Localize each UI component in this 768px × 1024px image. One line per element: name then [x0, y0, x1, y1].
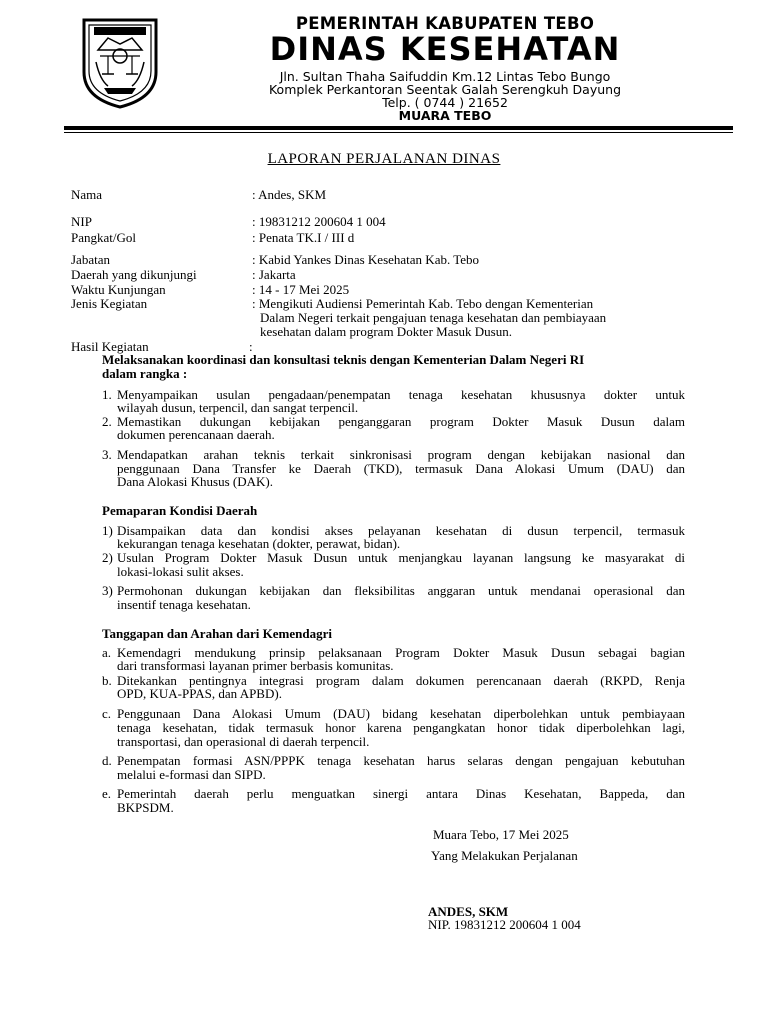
field-label-jenis: Jenis Kegiatan	[71, 296, 148, 311]
field-label-pangkat: Pangkat/Gol	[71, 230, 136, 245]
hasil-intro-line-2: dalam rangka :	[102, 366, 188, 381]
tanggapan-item-letter: b.	[102, 673, 112, 688]
hasil-item-text: Mendapatkan arahan teknis terkait sinkronisasi program dengan kebijakan nasional dan	[117, 447, 685, 462]
field-value-waktu: : 14 - 17 Mei 2025	[252, 282, 350, 297]
address-line-2: Komplek Perkantoran Seentak Galah Serengkuh Dayung	[268, 82, 622, 97]
field-value-jenis-1: : Mengikuti Audiensi Pemerintah Kab. Tebo dengan Kementerian	[252, 296, 594, 311]
tanggapan-item-text: tenaga kesehatan, tidak termasuk honor karena pengangkatan honor tidak diperbolehkan lagi,	[117, 720, 685, 735]
letterhead-divider-thin	[64, 132, 733, 133]
pemaparan-item-text: insentif tenaga kesehatan.	[117, 597, 251, 612]
field-label-waktu: Waktu Kunjungan	[71, 282, 166, 297]
field-value-jenis-2: Dalam Negeri terkait pengajuan tenaga kesehatan dan pembiayaan	[260, 310, 607, 325]
field-value-nama: : Andes, SKM	[252, 187, 327, 202]
hasil-item-text: Menyampaikan usulan pengadaan/penempatan tenaga kesehatan khususnya dokter untuk	[117, 387, 685, 402]
signature-role: Yang Melakukan Perjalanan	[431, 848, 578, 863]
tanggapan-item-letter: d.	[102, 753, 112, 768]
city-line: MUARA TEBO	[398, 108, 492, 123]
field-label-nama: Nama	[71, 187, 103, 202]
tanggapan-item-text: transportasi, dan operasional di daerah terpencil.	[117, 734, 370, 749]
tanggapan-item-text: Kemendagri mendukung prinsip pelaksanaan Program Dokter Masuk Dusun sebagai bagian	[117, 645, 685, 660]
tanggapan-item-letter: c.	[102, 706, 112, 721]
regency-logo	[78, 14, 162, 110]
pemaparan-item-text: lokasi-lokasi sulit akses.	[117, 564, 244, 579]
field-value-nip: : 19831212 200604 1 004	[252, 214, 386, 229]
tanggapan-item-text: dari transformasi layanan primer berbasis komunitas.	[117, 658, 394, 673]
hasil-item-text: penggunaan Dana Transfer ke Daerah (TKD), termasuk Dana Alokasi Umum (DAU) dan	[117, 461, 685, 476]
signatory-name: ANDES, SKM	[428, 904, 509, 919]
tanggapan-item-text: Penempatan formasi ASN/PPPK tenaga kesehatan harus selaras dengan pengajuan kebutuhan	[117, 753, 685, 768]
field-label-hasil: Hasil Kegiatan	[71, 339, 149, 354]
field-value-jenis-3: kesehatan dalam program Dokter Masuk Dusun.	[260, 324, 512, 339]
field-label-daerah: Daerah yang dikunjungi	[71, 267, 197, 282]
address-line-1: Jln. Sultan Thaha Saifuddin Km.12 Lintas Tebo Bungo	[279, 69, 611, 84]
tanggapan-heading: Tanggapan dan Arahan dari Kemendagri	[102, 626, 332, 641]
government-name: PEMERINTAH KABUPATEN TEBO	[295, 14, 595, 33]
signature-place-date: Muara Tebo, 17 Mei 2025	[433, 827, 569, 842]
phone-line: Telp. ( 0744 ) 21652	[382, 95, 508, 110]
pemaparan-item-text: Disampaikan data dan kondisi akses pelayanan kesehatan di dusun terpencil, termasuk	[117, 523, 685, 538]
hasil-item-number: 1.	[102, 387, 112, 402]
tanggapan-item-text: Penggunaan Dana Alokasi Umum (DAU) bidang kesehatan diperbolehkan untuk pembiayaan	[117, 706, 685, 721]
hasil-item-text: dokumen perencanaan daerah.	[117, 427, 275, 442]
field-label-jabatan: Jabatan	[71, 252, 110, 267]
tanggapan-item-letter: e.	[102, 786, 112, 801]
field-value-pangkat: : Penata TK.I / III d	[252, 230, 355, 245]
hasil-intro-line-1: Melaksanakan koordinasi dan konsultasi teknis dengan Kementerian Dalam Negeri RI	[102, 352, 585, 367]
tanggapan-item-text: Pemerintah daerah perlu menguatkan sinergi antara Dinas Kesehatan, Bappeda, dan	[117, 786, 685, 801]
pemaparan-item-text: kekurangan tenaga kesehatan (dokter, perawat, bidan).	[117, 536, 401, 551]
agency-name: DINAS KESEHATAN	[269, 30, 621, 68]
field-colon-hasil: :	[249, 339, 253, 354]
hasil-item-text: Dana Alokasi Khusus (DAK).	[117, 474, 273, 489]
pemaparan-item-text: Usulan Program Dokter Masuk Dusun untuk menjangkau layanan langsung ke masyarakat di	[117, 550, 685, 565]
pemaparan-item-number: 3)	[102, 583, 113, 598]
tanggapan-item-text: melalui e-formasi dan SIPD.	[117, 767, 266, 782]
hasil-item-number: 3.	[102, 447, 112, 462]
tanggapan-item-letter: a.	[102, 645, 112, 660]
tanggapan-item-text: OPD, KUA-PPAS, dan APBD).	[117, 686, 282, 701]
signatory-nip: NIP. 19831212 200604 1 004	[428, 917, 581, 932]
field-label-nip: NIP	[71, 214, 92, 229]
pemaparan-item-number: 2)	[102, 550, 113, 565]
tanggapan-item-text: Ditekankan pentingnya integrasi program dalam dokumen perencanaan daerah (RKPD, Renja	[117, 673, 685, 688]
tanggapan-item-text: BKPSDM.	[117, 800, 174, 815]
field-value-jabatan: : Kabid Yankes Dinas Kesehatan Kab. Tebo	[252, 252, 480, 267]
hasil-item-number: 2.	[102, 414, 112, 429]
pemaparan-heading: Pemaparan Kondisi Daerah	[102, 503, 258, 518]
document-title: LAPORAN PERJALANAN DINAS	[267, 151, 501, 167]
hasil-item-text: wilayah dusun, terpencil, dan sangat terpencil.	[117, 400, 359, 415]
pemaparan-item-number: 1)	[102, 523, 113, 538]
letterhead-divider-thick	[64, 126, 733, 130]
field-value-daerah: : Jakarta	[252, 267, 296, 282]
pemaparan-item-text: Permohonan dukungan kebijakan dan fleksibilitas anggaran untuk mendanai operasional dan	[117, 583, 685, 598]
hasil-item-text: Memastikan dukungan kebijakan penganggaran program Dokter Masuk Dusun dalam	[117, 414, 685, 429]
